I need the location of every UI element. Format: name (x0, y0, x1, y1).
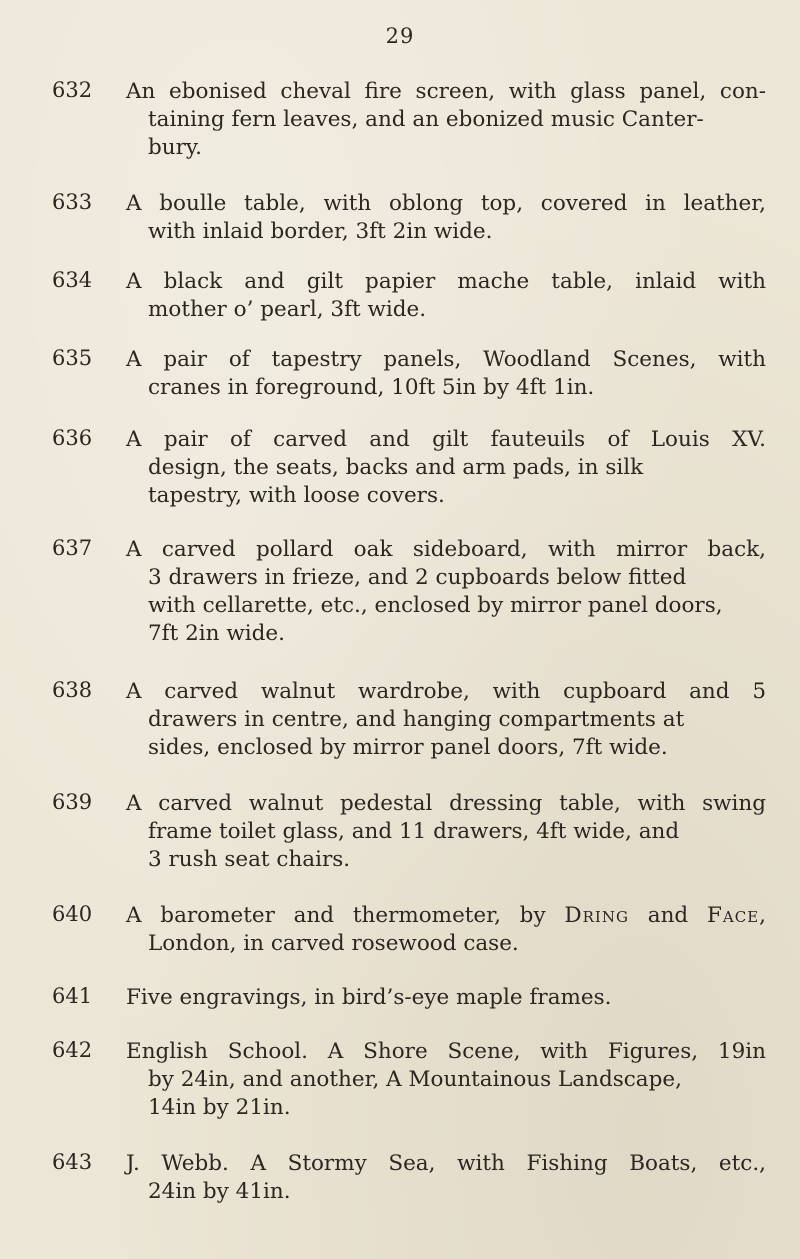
lot-description-line: Five engravings, in bird’s-eye maple frames. (126, 985, 612, 1010)
lot-description (126, 78, 766, 162)
lot-number: 636 (52, 426, 93, 450)
lot-description (126, 268, 766, 324)
lot-description-continuation (126, 818, 766, 874)
lot-description-line: A boulle table, with oblong top, covered in leather, (126, 191, 766, 216)
lot-description (126, 1038, 766, 1122)
continuation-text: frame toilet glass, and 11 drawers, 4ft wide, and 3 rush seat chairs. (148, 819, 680, 872)
continuation-text: design, the seats, backs and arm pads, in silk tapestry, with loose covers. (148, 455, 644, 508)
lot-description (126, 536, 766, 648)
lot-description-continuation (126, 296, 766, 324)
lot-description-line: A black and gilt papier mache table, inlaid with (126, 269, 766, 294)
lot-description (126, 426, 766, 510)
lot-description-line: A carved walnut wardrobe, with cupboard and 5 (126, 679, 766, 704)
lot-description-line (126, 902, 766, 930)
lot-description-continuation (126, 930, 766, 958)
lot-description-line: A carved walnut pedestal dressing table, with swing (126, 791, 766, 816)
lot-number: 643 (52, 1150, 93, 1174)
continuation-text: taining fern leaves, and an ebonized music Canter- bury. (148, 107, 704, 160)
maker-name: Face (706, 903, 760, 928)
lot-description (126, 678, 766, 762)
lot-number: 632 (52, 78, 93, 102)
text-segment: and (628, 903, 707, 928)
lot-description-line: An ebonised cheval fire screen, with glass panel, con- (126, 79, 766, 104)
lot-description-continuation (126, 1178, 766, 1206)
lot-description-line: A pair of tapestry panels, Woodland Scenes, with (126, 347, 766, 372)
lot-description-continuation (126, 706, 766, 762)
lot-number: 635 (52, 346, 93, 370)
continuation-text: drawers in centre, and hanging compartments at sides, enclosed by mirror panel doors, 7ft wide. (148, 707, 685, 760)
lot-description-continuation (126, 454, 766, 510)
lot-description (126, 984, 766, 1012)
maker-name: Dring (564, 903, 629, 928)
continuation-text: mother o’ pearl, 3ft wide. (148, 297, 427, 322)
lot-number: 634 (52, 268, 93, 292)
continuation-text: with inlaid border, 3ft 2in wide. (148, 219, 493, 244)
lot-description-continuation (126, 374, 766, 402)
lot-number: 640 (52, 902, 93, 926)
text-segment: , (759, 903, 766, 928)
lot-description-line: A carved pollard oak sideboard, with mirror back, (126, 537, 766, 562)
continuation-text: by 24in, and another, A Mountainous Landscape, 14in by 21in. (148, 1067, 682, 1120)
lot-description-continuation (126, 106, 766, 162)
lot-number: 633 (52, 190, 93, 214)
continuation-text: 3 drawers in frieze, and 2 cupboards below fitted with cellarette, etc., enclosed by mirror panel doors, 7ft 2in wide. (148, 565, 723, 646)
lot-description-line: J. Webb. A Stormy Sea, with Fishing Boats, etc., (126, 1151, 766, 1176)
lot-description-continuation (126, 1066, 766, 1122)
continuation-text: London, in carved rosewood case. (148, 931, 519, 956)
page-number: 29 (385, 24, 415, 48)
lot-number: 639 (52, 790, 93, 814)
lot-description (126, 902, 766, 958)
text-segment: A barometer and thermometer, by (126, 903, 565, 928)
lot-description-line: English School. A Shore Scene, with Figures, 19in (126, 1039, 766, 1064)
continuation-text: 24in by 41in. (148, 1179, 291, 1204)
lot-description-line: A pair of carved and gilt fauteuils of Louis XV. (126, 427, 766, 452)
lot-number: 637 (52, 536, 93, 560)
lot-description-continuation (126, 564, 766, 648)
lot-description (126, 790, 766, 874)
lot-description (126, 190, 766, 246)
lot-description (126, 346, 766, 402)
lot-description (126, 1150, 766, 1206)
lot-number: 638 (52, 678, 93, 702)
lot-number: 641 (52, 984, 93, 1008)
lot-number: 642 (52, 1038, 93, 1062)
lot-description-continuation (126, 218, 766, 246)
continuation-text: cranes in foreground, 10ft 5in by 4ft 1in. (148, 375, 595, 400)
